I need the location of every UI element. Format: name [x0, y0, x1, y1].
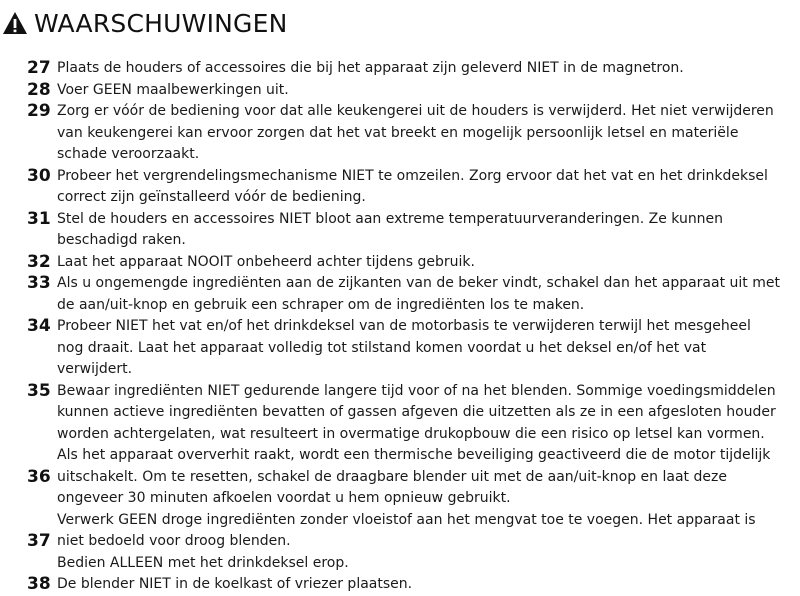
item-text [57, 273, 800, 316]
item-number: 27 [27, 58, 51, 78]
item-text [57, 316, 800, 381]
warning-item-30 [0, 166, 800, 209]
item-line: Zorg er vóór de bediening voor dat alle keukengerei uit de houders is verwijderd. Het niet verwijderen [57, 103, 774, 119]
warning-item-34 [0, 316, 800, 381]
item-line: de aan/uit-knop en gebruik een schraper om de ingrediënten los te maken. [57, 296, 585, 313]
item-text [57, 101, 800, 166]
item-line: Verwerk GEEN droge ingrediënten zonder vloeistof aan het mengvat toe te voegen. Het apparaat is [57, 511, 756, 528]
warning-item-32 [0, 252, 800, 274]
item-line: Probeer het vergrendelingsmechanisme NIET te omzeilen. Zorg ervoor dat het vat en het drinkdeksel [57, 167, 768, 184]
item-text [57, 381, 800, 446]
item-number: 34 [27, 316, 51, 336]
item-text [57, 574, 800, 596]
item-line: worden achtergelaten, wat resulteert in overmatige drukopbouw die een risico op letsel kan vormen. [57, 425, 765, 442]
item-text [57, 58, 800, 80]
item-number: 35 [27, 380, 51, 401]
warning-item-35 [0, 381, 800, 446]
warnings-header [2, 6, 288, 40]
item-line: schade veroorzaakt. [57, 146, 200, 162]
warning-item-29 [0, 101, 800, 166]
warning-item-38 [0, 574, 800, 596]
page-title: WAARSCHUWINGEN [34, 8, 288, 38]
item-text [57, 209, 800, 252]
item-line: nog draait. Laat het apparaat volledig tot stilstand komen voordat u het deksel en/of het vat [57, 339, 707, 356]
item-line: Voer GEEN maalbewerkingen uit. [57, 81, 289, 98]
item-line: De blender NIET in de koelkast of vriezer plaatsen. [57, 576, 413, 592]
item-number: 28 [27, 79, 51, 100]
item-text [57, 252, 800, 274]
warnings-list [0, 58, 800, 596]
warning-item-31 [0, 209, 800, 252]
item-line: Plaats de houders of accessoires die bij het apparaat zijn geleverd NIET in de magnetron. [57, 60, 684, 76]
item-number: 36 [27, 466, 51, 487]
item-number: 30 [27, 165, 51, 186]
item-line: ongeveer 30 minuten afkoelen voordat u hem opnieuw gebruikt. [57, 490, 511, 506]
item-line: niet bedoeld voor droog blenden. [57, 533, 291, 549]
item-line: Probeer NIET het vat en/of het drinkdeksel van de motorbasis te verwijderen terwijl het mesgeheel [57, 318, 751, 334]
item-line: Als u ongemengde ingrediënten aan de zijkanten van de beker vindt, schakel dan het apparaat uit met [57, 275, 780, 291]
item-text [57, 80, 800, 102]
item-line: van keukengerei kan ervoor zorgen dat het vat breekt en mogelijk persoonlijk letsel en materiële [57, 124, 739, 141]
item-line: beschadigd raken. [57, 232, 186, 248]
warning-triangle-icon [2, 11, 28, 35]
item-number: 32 [27, 251, 51, 272]
warning-item-33 [0, 273, 800, 316]
item-text [57, 510, 800, 575]
item-number: 38 [27, 574, 51, 594]
warning-item-37 [0, 510, 800, 575]
item-line: verwijdert. [57, 361, 133, 377]
item-number: 33 [27, 273, 51, 293]
item-line: uitschakelt. Om te resetten, schakel de draagbare blender uit met de aan/uit-knop en laat deze [57, 468, 727, 485]
item-text [57, 445, 800, 510]
item-text [57, 166, 800, 209]
warning-item-27 [0, 58, 800, 80]
item-line: Stel de houders en accessoires NIET bloot aan extreme temperatuurveranderingen. Ze kunnen [57, 210, 724, 227]
item-line: Bewaar ingrediënten NIET gedurende langere tijd voor of na het blenden. Sommige voedingsmiddelen [57, 382, 776, 399]
item-line: Laat het apparaat NOOIT onbeheerd achter tijdens gebruik. [57, 253, 475, 270]
item-line: Als het apparaat oververhit raakt, wordt een thermische beveiliging geactiveerd die de motor tijdelijk [57, 447, 771, 463]
item-line: Bedien ALLEEN met het drinkdeksel erop. [57, 554, 349, 571]
item-line: correct zijn geïnstalleerd vóór de bediening. [57, 189, 366, 205]
item-number: 31 [27, 208, 51, 229]
item-number: 29 [27, 101, 51, 121]
warning-item-36 [0, 445, 800, 510]
warning-item-28 [0, 80, 800, 102]
item-number: 37 [27, 531, 51, 551]
item-line: kunnen actieve ingrediënten bevatten of gassen afgeven die uitzetten als ze in een afgesloten houder [57, 404, 776, 420]
